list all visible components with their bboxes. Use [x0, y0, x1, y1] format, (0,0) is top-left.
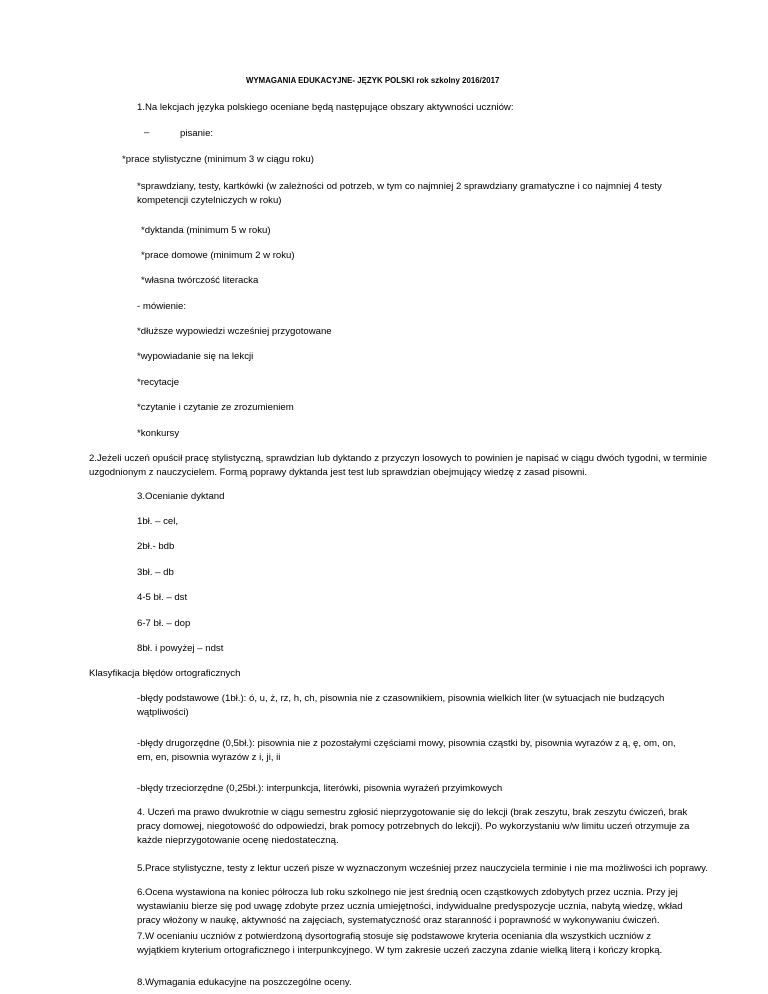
point-5-paragraph: 5.Prace stylistyczne, testy z lektur uczeń pisze w wyznaczonym wcześniej przez nauczyciela terminie i nie ma możliwości ich poprawy.	[137, 863, 708, 874]
point-6-paragraph: 6.Ocena wystawiona na koniec półrocza lub roku szkolnego nie jest średnią ocen cząstkowych zdobytych przez ucznia. Przy jej wystawianiu bierze się pod uwagę zdobyte przez ucznia umiejętności, indywidualne predyspozycje ucznia, nabytą wiedzę, wkład pracy włożony w naukę, aktywność na zajęciach, systematyczność oraz staranność i poprawność w wykonywaniu ćwiczeń.	[137, 887, 683, 926]
writing-item-dictations: *dyktanda (minimum 5 w roku)	[141, 225, 271, 236]
speaking-item-lesson: *wypowiadanie się na lekcji	[137, 351, 254, 362]
point-2-paragraph: 2.Jeżeli uczeń opuścił pracę stylistyczną, sprawdzian lub dyktando z przyczyn losowych to powinien je napisać w ciągu dwóch tygodni, w terminie uzgodnionym z nauczycielem. Formą poprawy dyktanda jest test lub sprawdzian obejmujący wiedzę z zasad pisowni.	[89, 453, 708, 478]
dictation-heading: 3.Ocenianie dyktand	[137, 491, 225, 502]
classification-tertiary: -błędy trzeciorzędne (0,25bł.): interpunkcja, literówki, pisownia wyrażeń przyimkowych	[137, 783, 503, 794]
speaking-item-reading: *czytanie i czytanie ze zrozumieniem	[137, 402, 294, 413]
dictation-grade-2: 2bł.- bdb	[137, 541, 175, 552]
writing-label: pisanie:	[180, 128, 214, 139]
speaking-label: - mówienie:	[137, 301, 187, 312]
writing-item-homework: *prace domowe (minimum 2 w roku)	[141, 250, 295, 261]
point-7-paragraph: 7.W ocenianiu uczniów z potwierdzoną dysortografią stosuje się podstawowe kryteria oceniania dla wszystkich uczniów z wyjątkiem kryterium ortograficznego i interpunkcyjnego. W tym zakresie uczeń zaczyna zdanie wielką literą i kończy kropką.	[137, 931, 663, 956]
document-title: WYMAGANIA EDUKACYJNE- JĘZYK POLSKI rok szkolny 2016/2017	[246, 76, 500, 85]
classification-heading: Klasyfikacja błędów ortograficznych	[89, 668, 241, 679]
dictation-grade-1: 1bł. – cel,	[137, 516, 179, 527]
dictation-grade-3: 3bł. – db	[137, 567, 174, 578]
writing-item-tests: *sprawdziany, testy, kartkówki (w zależności od potrzeb, w tym co najmniej 2 sprawdziany gramatyczne i co najmniej 4 testy kompetencji czytelniczych w roku)	[137, 181, 662, 206]
point-4-paragraph: 4. Uczeń ma prawo dwukrotnie w ciągu semestru zgłosić nieprzygotowanie się do lekcji (brak zeszytu, brak zeszytu ćwiczeń, brak pracy domowej, niegotowość do odpowiedzi, brak pomocy potrzebnych do lekcji). Po wykorzystaniu w/w limitu uczeń otrzymuje za każde nieprzygotowanie ocenę niedostateczną.	[137, 807, 690, 846]
intro-paragraph: 1.Na lekcjach języka polskiego oceniane będą następujące obszary aktywności uczniów:	[137, 102, 514, 113]
classification-secondary: -błędy drugorzędne (0,5bł.): pisownia nie z pozostałymi częściami mowy, pisownia cząstki by, pisownia wyrazów z ą, ę, om, on, em, en, pisownia wyrazów z i, ji, ii	[137, 738, 676, 763]
writing-item-creative: *własna twórczość literacka	[141, 275, 259, 286]
speaking-item-contests: *konkursy	[137, 428, 180, 439]
point-8-paragraph: 8.Wymagania edukacyjne na poszczególne oceny.	[137, 977, 352, 988]
writing-item-essays: *prace stylistyczne (minimum 3 w ciągu roku)	[122, 154, 314, 165]
speaking-item-prepared: *dłuższe wypowiedzi wcześniej przygotowane	[137, 326, 332, 337]
dictation-grade-5: 6-7 bł. – dop	[137, 618, 191, 629]
dictation-grade-4: 4-5 bł. – dst	[137, 592, 188, 603]
classification-basic: -błędy podstawowe (1bł.): ó, u, ż, rz, h, ch, pisownia nie z czasownikiem, pisownia wielkich liter (w sytuacjach nie budzących wątpliwości)	[137, 693, 665, 718]
writing-bullet: –	[144, 127, 150, 138]
dictation-grade-6: 8bł. i powyżej – ndst	[137, 643, 224, 654]
speaking-item-recitation: *recytacje	[137, 377, 180, 388]
